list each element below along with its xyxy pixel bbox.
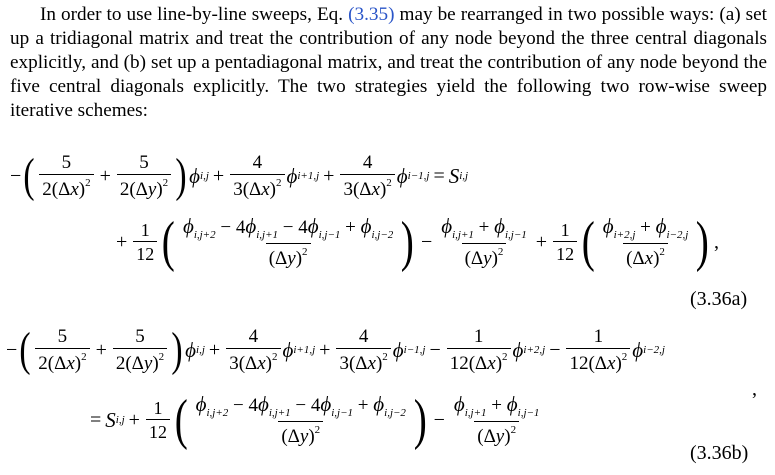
paragraph-text-1: In order to use line-by-line sweeps, Eq. xyxy=(40,4,344,25)
body-paragraph xyxy=(10,3,767,123)
equation-label-3-36b: (3.36b) xyxy=(690,442,749,464)
equation-3-36b-line-1: − ( $\frac{5}{2(\Delta x)^2}$ + $\frac{5}{2(\Delta y)^2}$ ) ϕ i,j + $\frac{4}{3(\Delta x)^2}$ ϕ i+1,j + $\frac{4}{3(\Delta x)^2}$ ϕ i−1,j − $\frac{1}{12(\Delta x)^2}$ ϕ i+2,j − $\frac{1}{12(\Delta x)^2}$ ϕ i−2,j xyxy=(6,323,665,376)
equation-comma: , xyxy=(752,378,757,400)
equation-reference-link[interactable]: (3.35) xyxy=(348,4,395,25)
equation-3-36a-line-2: + $\frac{1}{12}$ ( $\frac{\phi_{i,j+2} - 4\phi_{i,j+1} - 4\phi_{i,j-1} + \phi_{i,j-2}}{(\Delta y)^2}$ ) − $\frac{\phi_{i,j+1} + \phi_{i,j-1}}{(\Delta y)^2}$ + $\frac{1}{12}$ ( $\frac{\phi_{i+2,j} + \phi_{i-2,j}}{(\Delta x)^2}$ ) , xyxy=(116,211,719,273)
equation-3-36a-line-1: − ( $\frac{5}{2(\Delta x)^2}$ + $\frac{5}{2(\Delta y)^2}$ ) ϕ i,j + $\frac{4}{3(\Delta x)^2}$ ϕ i+1,j + $\frac{4}{3(\Delta x)^2}$ ϕ i−1,j = S i,j xyxy=(10,149,469,202)
equation-3-36b-line-2: = S i,j + $\frac{1}{12}$ ( $\frac{\phi_{i,j+2} - 4\phi_{i,j+1} - 4\phi_{i,j-1} + \phi_{i,j-2}}{(\Delta y)^2}$ ) − $\frac{\phi_{i,j+1} + \phi_{i,j-1}}{(\Delta y)^2}$ xyxy=(90,389,540,451)
equation-label-3-36a: (3.36a) xyxy=(690,288,748,310)
paragraph-text-2: may be rearranged in two possible ways: (a) set up a tridiagonal matrix and treat the contribution of any node beyond the three central diagonals explicitly, and (b) set up a pentadiagonal matrix, and treat the contribution of any node beyond the five central diagonals explicitly. The two strategies yield the following two row-wise sweep iterative schemes: xyxy=(10,4,767,121)
